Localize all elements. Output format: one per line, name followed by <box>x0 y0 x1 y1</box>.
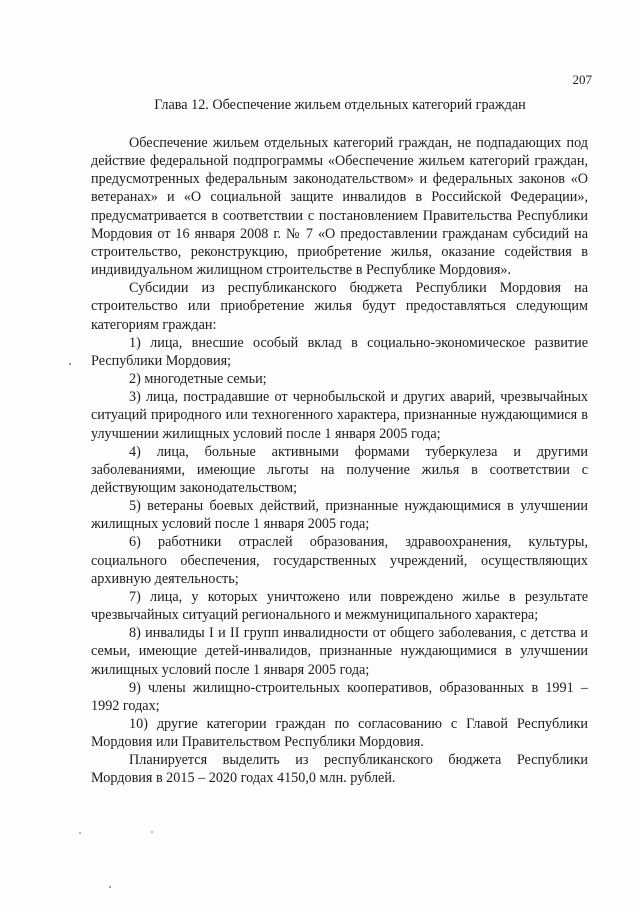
list-item: 1) лица, внесшие особый вклад в социально-экономическое развитие Республики Мордовия; <box>91 334 588 369</box>
list-item: 10) другие категории граждан по согласованию с Главой Республики Мордовия или Правительством Республики Мордовия. <box>91 716 588 751</box>
list-item: 3) лица, пострадавшие от чернобыльской и других аварий, чрезвычайных ситуаций природного или техногенного характера, признанные нуждающимися в улучшении жилищных условий после 1 января 2005 года; <box>91 389 588 442</box>
chapter-heading: Глава 12. Обеспечение жильем отдельных категорий граждан <box>154 97 526 113</box>
page-number: 207 <box>572 72 592 87</box>
paragraph-intro: Обеспечение жильем отдельных категорий граждан, не подпадающих под действие федеральной подпрограммы «Обеспечение жильем категорий граждан, предусмотренных федеральным законодательством» и федеральных законов «О ветеранах» и «О социальной защите инвалидов в Российской Федерации», предусматривается в соответствии с постановлением Правительства Республики Мордовия от 16 января 2008 г. № 7 «О предоставлении гражданам субсидий на строительство, реконструкцию, приобретение жилья, оказание содействия в индивидуальном жилищном строительстве в Республике Мордовия». <box>91 135 588 279</box>
list-item: 4) лица, больные активными формами туберкулеза и другими заболеваниями, имеющие льготы на получение жилья в соответствии с действующим законодательством; <box>91 443 588 496</box>
paragraph-subsidies: Субсидии из республиканского бюджета Республики Мордовия на строительство или приобретение жилья будут предоставляться следующим категориям граждан: <box>91 280 588 333</box>
list-item: 8) инвалиды I и II групп инвалидности от общего заболевания, с детства и семьи, имеющие детей-инвалидов, признанные нуждающимися в улучшении жилищных условий после 1 января 2005 года; <box>91 625 588 678</box>
list-item: 2) многодетные семьи; <box>129 371 267 388</box>
list-item: 9) члены жилищно-строительных кооперативов, образованных в 1991 – 1992 годах; <box>91 679 588 714</box>
list-item: 7) лица, у которых уничтожено или повреждено жилье в результате чрезвычайных ситуаций регионального и межмуниципального характера; <box>91 588 588 624</box>
list-item: 5) ветераны боевых действий, признанные нуждающимися в улучшении жилищных условий после 1 января 2005 года; <box>91 498 588 533</box>
paragraph-funding: Планируется выделить из республиканского бюджета Республики Мордовия в 2015 – 2020 годах 4150,0 млн. рублей. <box>91 752 588 787</box>
list-item: 6) работники отраслей образования, здравоохранения, культуры, социального обеспечения, государственных учреждений, осуществляющих архивную деятельность; <box>91 534 588 587</box>
